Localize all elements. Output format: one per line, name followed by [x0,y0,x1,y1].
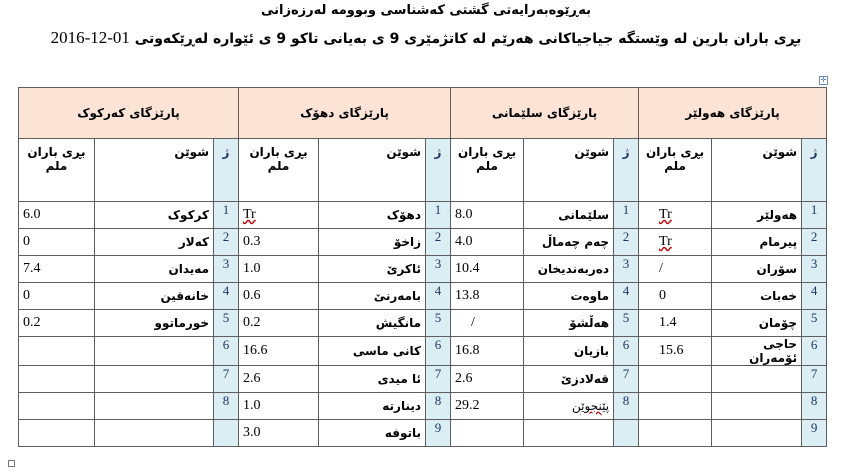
sulaymaniyah-rain-value: 16.8 [451,337,524,366]
erbil-row-number: 6 [802,337,827,366]
sulaymaniyah-row-number: 6 [614,337,639,366]
erbil-rain-value [639,366,712,393]
erbil-station-name: هەولێر [712,202,802,229]
col-header-rain: بڕی باران ملم [19,139,95,202]
sulaymaniyah-row-number: 3 [614,256,639,283]
kirkuk-station-name: کرکوک [95,202,214,229]
duhok-station-name: باتوفە [319,420,426,447]
kirkuk-station-name: کەلار [95,229,214,256]
sulaymaniyah-row-number: 7 [614,366,639,393]
col-header-no: ژ [214,139,239,202]
table-row [19,366,827,393]
erbil-station-name [712,420,802,447]
kirkuk-rain-value: 6.0 [19,202,95,229]
sulaymaniyah-rain-value: 2.6 [451,366,524,393]
duhok-rain-value: 16.6 [239,337,319,366]
sulaymaniyah-row-number: 4 [614,283,639,310]
sulaymaniyah-station-name: دەربەندیخان [524,256,614,283]
table-row [19,310,827,337]
duhok-station-name: زاخۆ [319,229,426,256]
duhok-rain-value: 2.6 [239,366,319,393]
duhok-station-name: ئا میدی [319,366,426,393]
duhok-rain-value: Tr [239,202,319,229]
erbil-row-number: 8 [802,393,827,420]
erbil-row-number: 9 [802,420,827,447]
kirkuk-station-name: مەیدان [95,256,214,283]
erbil-rain-value: Tr [639,229,712,256]
sulaymaniyah-rain-value: 4.0 [451,229,524,256]
duhok-row-number: 9 [426,420,451,447]
erbil-rain-value: 1.4 [639,310,712,337]
duhok-station-name: دهۆک [319,202,426,229]
duhok-station-name: ئاکرێ [319,256,426,283]
col-header-station: شوێن [524,139,614,202]
erbil-station-name: خەبات [712,283,802,310]
erbil-row-number: 3 [802,256,827,283]
col-header-rain: بڕی باران ملم [451,139,524,202]
duhok-row-number: 8 [426,393,451,420]
kirkuk-station-name [95,337,214,366]
table-row [19,393,827,420]
sulaymaniyah-station-name: هەڵشۆ [524,310,614,337]
kirkuk-row-number: 5 [214,310,239,337]
erbil-row-number: 2 [802,229,827,256]
erbil-station-name: سۆران [712,256,802,283]
erbil-station-name [712,366,802,393]
sulaymaniyah-rain-value: 13.8 [451,283,524,310]
col-header-station: شوێن [319,139,426,202]
table-move-handle-icon[interactable]: ✛ [820,76,827,84]
report-title: بەڕێوەبەرایەتی گشتی کەشناسی وبوومە لەرزەزانی [260,3,592,18]
duhok-rain-value: 0.3 [239,229,319,256]
region-header-duhok: پارێزگای دهۆک [239,88,451,139]
kirkuk-rain-value: 0 [19,283,95,310]
kirkuk-row-number: 4 [214,283,239,310]
erbil-row-number: 4 [802,283,827,310]
duhok-row-number: 3 [426,256,451,283]
sulaymaniyah-station-name: ماوەت [524,283,614,310]
report-date: 2016-12-01 [50,28,130,47]
table-row [19,256,827,283]
erbil-row-number: 5 [802,310,827,337]
erbil-station-name: چۆمان [712,310,802,337]
kirkuk-row-number [214,420,239,447]
kirkuk-station-name [95,366,214,393]
duhok-station-name: بامەرنێ [319,283,426,310]
kirkuk-row-number: 6 [214,337,239,366]
kirkuk-row-number: 3 [214,256,239,283]
sulaymaniyah-rain-value: 8.0 [451,202,524,229]
col-header-station: شوێن [95,139,214,202]
region-header-sulaymaniyah: پارێزگای سلێمانی [451,88,639,139]
kirkuk-rain-value [19,420,95,447]
duhok-row-number: 6 [426,337,451,366]
sulaymaniyah-station-name: قەلادزێ [524,366,614,393]
sulaymaniyah-station-name: پێنجوێن [524,393,614,420]
col-header-no: ژ [614,139,639,202]
sulaymaniyah-station-name: بازیان [524,337,614,366]
table-row [19,229,827,256]
sulaymaniyah-row-number: 2 [614,229,639,256]
col-header-no: ژ [426,139,451,202]
erbil-rain-value [639,420,712,447]
erbil-row-number: 1 [802,202,827,229]
sulaymaniyah-station-name: چەم چەماڵ [524,229,614,256]
erbil-station-name [712,393,802,420]
sulaymaniyah-rain-value: / [451,310,524,337]
table-row [19,202,827,229]
duhok-rain-value: 1.0 [239,393,319,420]
region-header-erbil: پارێزگای هەولێر [639,88,827,139]
duhok-rain-value: 0.6 [239,283,319,310]
duhok-rain-value: 3.0 [239,420,319,447]
kirkuk-rain-value [19,366,95,393]
kirkuk-row-number: 1 [214,202,239,229]
subtitle-text: بڕی باران بارین لە وێستگە جیاجیاکانی هەرێم لە کاتژمێری 9 ی بەیانی تاکو 9 ی ئێوارە لەڕێکەوتی [134,31,802,47]
duhok-station-name: مانگیش [319,310,426,337]
duhok-station-name: کانی ماسی [319,337,426,366]
kirkuk-rain-value [19,337,95,366]
erbil-rain-value [639,393,712,420]
duhok-row-number: 4 [426,283,451,310]
kirkuk-station-name: خانەقین [95,283,214,310]
erbil-rain-value: / [639,256,712,283]
kirkuk-station-name [95,393,214,420]
duhok-row-number: 7 [426,366,451,393]
kirkuk-row-number: 2 [214,229,239,256]
kirkuk-row-number: 7 [214,366,239,393]
sulaymaniyah-row-number: 5 [614,310,639,337]
erbil-row-number: 7 [802,366,827,393]
erbil-station-name: پیرمام [712,229,802,256]
duhok-station-name: دینارتە [319,393,426,420]
sulaymaniyah-row-number: 8 [614,393,639,420]
duhok-row-number: 1 [426,202,451,229]
sulaymaniyah-station-name: سلێمانی [524,202,614,229]
duhok-row-number: 5 [426,310,451,337]
col-header-rain: بڕی باران ملم [639,139,712,202]
sulaymaniyah-rain-value: 10.4 [451,256,524,283]
sulaymaniyah-station-name [524,420,614,447]
kirkuk-rain-value: 7.4 [19,256,95,283]
duhok-row-number: 2 [426,229,451,256]
sulaymaniyah-rain-value: 29.2 [451,393,524,420]
kirkuk-station-name [95,420,214,447]
col-header-no: ژ [802,139,827,202]
kirkuk-rain-value [19,393,95,420]
erbil-rain-value: 15.6 [639,337,712,366]
duhok-rain-value: 1.0 [239,256,319,283]
erbil-rain-value: 0 [639,283,712,310]
table-row [19,337,827,366]
kirkuk-row-number: 8 [214,393,239,420]
erbil-station-name: حاجی ئۆمەران [712,337,802,366]
region-header-kirkuk: پارێزگای کەرکوک [19,88,239,139]
report-subtitle [0,28,852,48]
col-header-rain: بڕی باران ملم [239,139,319,202]
table-row [19,283,827,310]
sulaymaniyah-row-number [614,420,639,447]
kirkuk-rain-value: 0 [19,229,95,256]
rainfall-table [18,87,827,447]
table-row [19,420,827,447]
sulaymaniyah-rain-value [451,420,524,447]
kirkuk-station-name: خورماتوو [95,310,214,337]
sulaymaniyah-row-number: 1 [614,202,639,229]
table-resize-handle[interactable] [8,460,15,467]
erbil-rain-value: Tr [639,202,712,229]
kirkuk-rain-value: 0.2 [19,310,95,337]
col-header-station: شوێن [712,139,802,202]
duhok-rain-value: 0.2 [239,310,319,337]
